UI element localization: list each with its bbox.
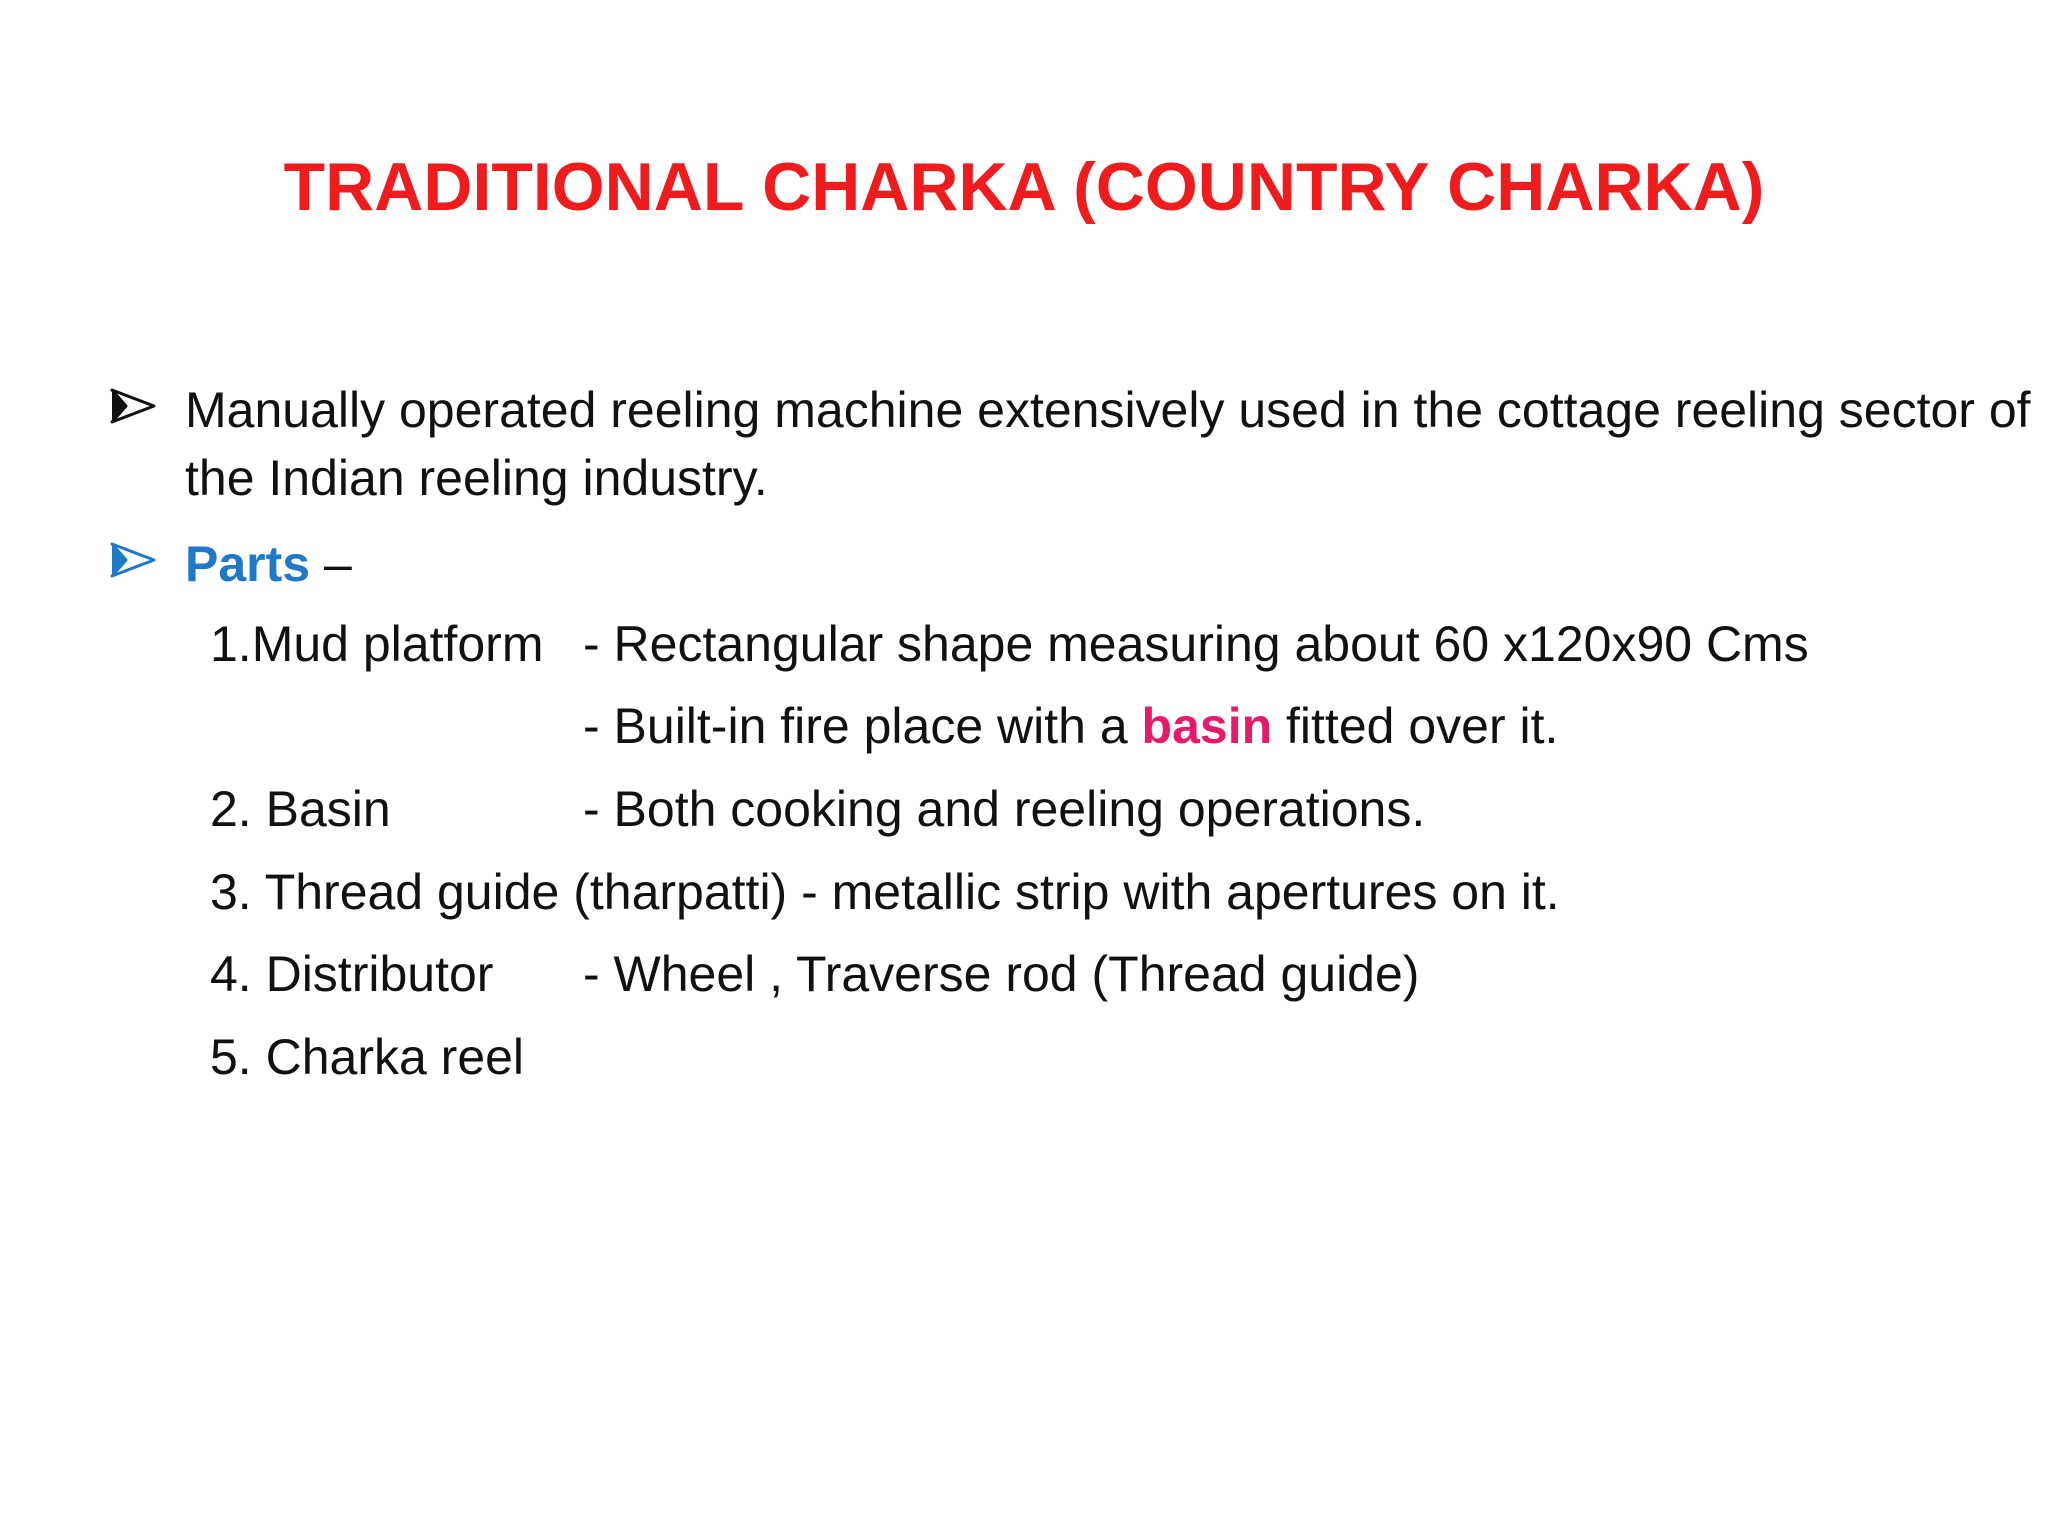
desc2-prefix: - Built-in fire place with a [583,698,1142,754]
desc2-suffix: fitted over it. [1272,698,1559,754]
bullet-parts [110,530,1970,600]
part-distributor-label: 4. Distributor [210,946,494,1002]
parts-label: Parts [185,536,311,592]
part-basin-label: 2. Basin [210,781,391,837]
bullet-parts-text [185,530,2035,598]
part-thread-guide: 3. Thread guide (tharpatti) - metallic strip with apertures on it. [210,864,1560,920]
part-distributor-desc: - Wheel , Traverse rod (Thread guide) [583,946,1420,1002]
part-charka-reel: 5. Charka reel [210,1029,525,1085]
bullet-description-text: Manually operated reeling machine extensively used in the cottage reeling sector of the Indian reeling industry. [185,382,2031,506]
part-mud-platform-label: 1.Mud platform [210,616,544,672]
part-mud-platform-desc: - Rectangular shape measuring about 60 x120x90 Cms [583,616,1809,672]
part-mud-platform-desc-2 [583,692,1558,760]
arrow-bullet-icon [110,540,158,580]
parts-suffix: – [310,536,352,592]
slide-title: TRADITIONAL CHARKA (COUNTRY CHARKA) [283,149,1765,225]
basin-highlight: basin [1141,698,1273,754]
arrow-bullet-icon [110,386,158,426]
part-basin-desc: - Both cooking and reeling operations. [583,781,1426,837]
bullet-description [110,376,2031,516]
